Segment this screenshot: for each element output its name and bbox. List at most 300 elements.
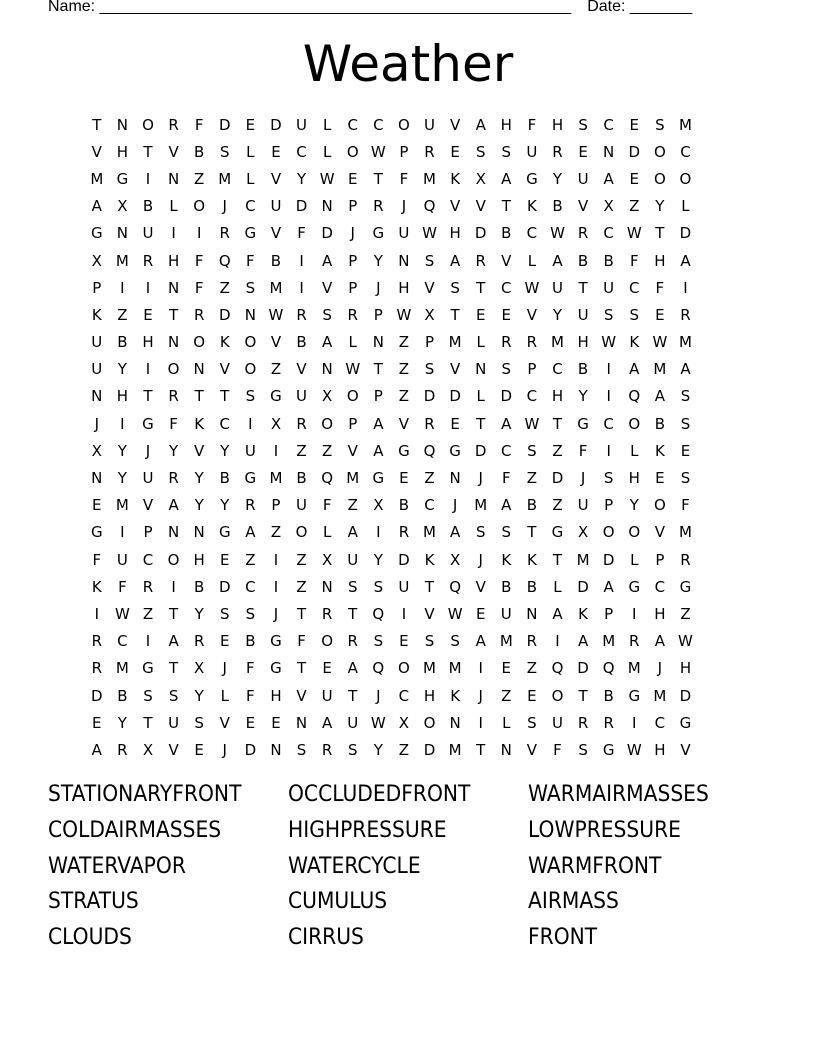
grid-letter: X	[577, 523, 589, 542]
grid-letter: T	[501, 197, 511, 216]
grid-letter: U	[296, 115, 308, 134]
grid-letter: B	[296, 333, 307, 352]
grid-letter: C	[501, 441, 512, 460]
grid-letter: N	[603, 142, 615, 161]
grid-letter: O	[653, 496, 666, 515]
grid-letter: Y	[117, 441, 127, 460]
grid-letter: V	[194, 441, 205, 460]
grid-letter: M	[423, 169, 436, 188]
grid-letter: R	[296, 305, 307, 324]
grid-letter: T	[450, 305, 460, 324]
grid-letter: E	[527, 686, 537, 705]
grid-letter: R	[245, 496, 256, 515]
grid-letter: L	[502, 713, 511, 732]
grid-letter: I	[248, 414, 253, 433]
grid-letter: G	[218, 523, 231, 542]
name-field-label: Name: _____________________________________________________	[48, 0, 572, 15]
grid-letter: F	[578, 441, 588, 460]
grid-letter: C	[398, 686, 410, 705]
grid-letter: B	[245, 632, 256, 651]
grid-letter: S	[501, 142, 512, 161]
grid-letter: M	[346, 469, 360, 488]
grid-letter: L	[322, 523, 332, 542]
grid-letter: D	[500, 387, 513, 406]
grid-letter: W	[652, 333, 668, 352]
grid-letter: T	[527, 523, 537, 542]
grid-letter: W	[626, 740, 642, 759]
grid-letter: N	[116, 224, 128, 243]
grid-letter: Z	[322, 441, 333, 460]
grid-letter: R	[475, 251, 486, 270]
grid-letter: G	[270, 659, 282, 678]
grid-letter: A	[680, 360, 691, 379]
grid-letter: T	[373, 360, 383, 379]
grid-letter: H	[193, 550, 205, 569]
grid-letter: S	[245, 387, 256, 406]
grid-letter: Z	[398, 740, 410, 759]
grid-row	[84, 111, 698, 138]
grid-letter: S	[322, 305, 332, 324]
grid-letter: P	[424, 333, 435, 352]
grid-letter: N	[167, 333, 180, 352]
grid-letter: Q	[628, 387, 641, 406]
grid-letter: G	[270, 632, 282, 651]
grid-letter: C	[526, 387, 538, 406]
grid-letter: R	[577, 224, 589, 243]
grid-letter: U	[142, 469, 154, 488]
grid-letter: K	[91, 305, 102, 324]
grid-letter: R	[373, 197, 384, 216]
grid-letter: Y	[117, 469, 127, 488]
grid-letter: M	[448, 659, 462, 678]
grid-letter: H	[654, 740, 666, 759]
grid-row	[84, 600, 698, 627]
grid-letter: F	[194, 115, 204, 134]
grid-letter: U	[321, 686, 333, 705]
grid-letter: A	[577, 632, 589, 651]
grid-letter: Z	[194, 169, 205, 188]
grid-letter: B	[552, 197, 563, 216]
grid-letter: B	[142, 197, 154, 216]
grid-letter: D	[577, 577, 589, 596]
grid-letter: M	[269, 278, 283, 297]
grid-letter: H	[116, 387, 129, 406]
grid-letter: I	[145, 360, 151, 379]
grid-letter: E	[501, 659, 512, 678]
date-field-label: Date: _______	[587, 0, 693, 15]
grid-letter: B	[577, 360, 589, 379]
grid-letter: J	[478, 550, 483, 569]
grid-letter: P	[271, 496, 281, 515]
grid-letter: A	[168, 632, 179, 651]
grid-letter: G	[628, 577, 641, 596]
grid-row	[84, 383, 698, 410]
grid-letter: V	[270, 224, 282, 243]
grid-letter: S	[373, 577, 384, 596]
grid-letter: M	[448, 333, 462, 352]
grid-letter: B	[603, 251, 614, 270]
grid-letter: N	[449, 713, 461, 732]
grid-letter: O	[653, 142, 666, 161]
grid-letter: G	[90, 224, 103, 243]
grid-letter: Q	[218, 251, 231, 270]
grid-letter: S	[143, 686, 153, 705]
grid-letter: A	[322, 251, 333, 270]
grid-letter: D	[474, 441, 487, 460]
grid-letter: S	[527, 713, 537, 732]
grid-letter: F	[322, 496, 332, 515]
grid-letter: E	[271, 142, 281, 161]
grid-letter: Y	[220, 496, 230, 515]
grid-letter: G	[551, 523, 564, 542]
grid-letter: S	[501, 523, 512, 542]
grid-letter: W	[345, 360, 361, 379]
grid-row	[84, 329, 698, 356]
word-bank-item: CIRRUS	[288, 925, 364, 951]
grid-letter: M	[576, 550, 590, 569]
grid-letter: H	[449, 224, 461, 243]
grid-letter: N	[398, 251, 410, 270]
grid-letter: M	[499, 632, 513, 651]
grid-letter: D	[423, 387, 436, 406]
grid-letter: V	[449, 197, 461, 216]
grid-letter: S	[424, 632, 435, 651]
grid-letter: X	[91, 441, 102, 460]
grid-letter: N	[475, 360, 487, 379]
grid-letter: W	[114, 604, 130, 623]
grid-letter: G	[449, 441, 461, 460]
grid-letter: K	[450, 169, 461, 188]
grid-letter: A	[91, 197, 102, 216]
grid-letter: P	[373, 305, 383, 324]
grid-letter: M	[678, 523, 692, 542]
grid-letter: E	[271, 713, 281, 732]
grid-letter: S	[194, 713, 204, 732]
grid-letter: J	[478, 469, 483, 488]
grid-letter: P	[655, 550, 665, 569]
grid-letter: S	[424, 251, 435, 270]
grid-letter: P	[604, 496, 614, 515]
grid-letter: U	[347, 550, 359, 569]
grid-letter: G	[602, 740, 615, 759]
grid-letter: D	[398, 550, 410, 569]
grid-letter: E	[194, 740, 204, 759]
grid-row	[84, 274, 698, 301]
grid-letter: C	[603, 115, 614, 134]
grid-letter: B	[577, 251, 589, 270]
grid-letter: F	[399, 169, 409, 188]
grid-letter: C	[219, 414, 230, 433]
grid-letter: S	[168, 686, 179, 705]
grid-letter: Q	[321, 469, 334, 488]
grid-letter: E	[322, 659, 332, 678]
grid-letter: S	[424, 360, 435, 379]
grid-letter: P	[527, 360, 537, 379]
grid-letter: J	[350, 224, 355, 243]
grid-letter: A	[501, 414, 512, 433]
grid-letter: D	[91, 686, 103, 705]
grid-letter: B	[117, 686, 128, 705]
grid-letter: L	[630, 550, 639, 569]
grid-letter: B	[117, 333, 128, 352]
grid-letter: T	[168, 604, 179, 623]
grid-letter: T	[578, 686, 588, 705]
grid-letter: C	[603, 224, 614, 243]
grid-letter: C	[373, 115, 384, 134]
grid-letter: F	[92, 550, 102, 569]
grid-letter: D	[449, 387, 461, 406]
grid-letter: W	[447, 604, 463, 623]
grid-letter: F	[194, 251, 204, 270]
grid-letter: S	[220, 604, 230, 623]
grid-letter: Y	[655, 197, 665, 216]
grid-letter: W	[626, 224, 642, 243]
grid-row	[84, 464, 698, 491]
grid-letter: B	[194, 142, 205, 161]
grid-letter: O	[321, 414, 334, 433]
grid-letter: N	[526, 604, 538, 623]
grid-letter: I	[478, 659, 483, 678]
grid-letter: N	[321, 360, 333, 379]
grid-letter: U	[551, 713, 563, 732]
grid-letter: H	[628, 469, 640, 488]
grid-letter: G	[398, 441, 410, 460]
grid-letter: A	[501, 496, 512, 515]
grid-letter: T	[168, 305, 179, 324]
grid-letter: V	[398, 414, 410, 433]
grid-letter: O	[628, 414, 641, 433]
grid-letter: X	[475, 169, 486, 188]
grid-letter: G	[244, 224, 257, 243]
grid-letter: U	[347, 713, 359, 732]
grid-letter: T	[296, 604, 307, 623]
grid-letter: D	[679, 224, 692, 243]
grid-letter: U	[91, 360, 103, 379]
grid-letter: D	[577, 659, 589, 678]
grid-letter: D	[218, 305, 231, 324]
grid-letter: D	[628, 142, 641, 161]
grid-letter: T	[476, 740, 486, 759]
grid-letter: I	[273, 550, 279, 569]
grid-row	[84, 301, 698, 328]
grid-letter: B	[603, 686, 614, 705]
grid-letter: Q	[372, 659, 385, 678]
grid-letter: M	[115, 659, 129, 678]
grid-letter: F	[655, 278, 665, 297]
grid-letter: I	[120, 523, 125, 542]
grid-letter: Y	[296, 169, 307, 188]
grid-letter: C	[680, 142, 691, 161]
grid-letter: Z	[398, 333, 410, 352]
grid-letter: B	[526, 577, 538, 596]
grid-row	[84, 655, 698, 682]
grid-letter: Y	[373, 550, 383, 569]
grid-letter: W	[422, 224, 437, 243]
grid-letter: J	[222, 659, 227, 678]
grid-letter: J	[94, 414, 100, 433]
grid-letter: C	[142, 550, 154, 569]
grid-letter: J	[222, 740, 227, 759]
grid-letter: C	[603, 414, 614, 433]
grid-letter: Z	[398, 360, 410, 379]
grid-letter: R	[680, 305, 691, 324]
grid-letter: R	[142, 251, 154, 270]
grid-letter: M	[423, 523, 436, 542]
grid-letter: I	[145, 278, 151, 297]
grid-row	[84, 519, 698, 546]
grid-letter: F	[169, 414, 178, 433]
grid-letter: H	[116, 142, 129, 161]
grid-letter: Y	[117, 360, 127, 379]
grid-letter: M	[423, 659, 436, 678]
grid-letter: E	[450, 142, 460, 161]
grid-letter: V	[475, 197, 486, 216]
grid-letter: S	[450, 278, 460, 297]
grid-letter: R	[603, 713, 614, 732]
grid-letter: V	[322, 278, 333, 297]
grid-letter: L	[322, 142, 332, 161]
grid-letter: T	[220, 387, 230, 406]
word-bank-item: AIRMASS	[528, 889, 619, 915]
grid-letter: O	[628, 523, 641, 542]
grid-letter: H	[398, 278, 410, 297]
grid-letter: F	[553, 740, 562, 759]
grid-letter: S	[296, 740, 307, 759]
grid-letter: G	[372, 224, 385, 243]
grid-letter: S	[629, 305, 640, 324]
grid-letter: C	[296, 142, 307, 161]
grid-letter: X	[424, 305, 435, 324]
grid-letter: X	[603, 197, 614, 216]
grid-row	[84, 193, 698, 220]
grid-letter: E	[629, 169, 639, 188]
grid-letter: T	[194, 387, 204, 406]
grid-letter: R	[219, 224, 230, 243]
grid-letter: I	[145, 169, 151, 188]
word-bank-item: WARMAIRMASSES	[528, 782, 709, 807]
grid-letter: N	[449, 469, 461, 488]
grid-row	[84, 492, 698, 519]
grid-letter: F	[681, 496, 690, 515]
grid-letter: K	[501, 550, 512, 569]
grid-letter: L	[681, 197, 690, 216]
grid-letter: V	[526, 740, 538, 759]
word-bank-item: WATERCYCLE	[288, 853, 421, 879]
grid-letter: V	[577, 197, 589, 216]
grid-letter: R	[629, 632, 640, 651]
grid-letter: S	[680, 414, 691, 433]
grid-letter: S	[578, 115, 588, 134]
grid-letter: R	[577, 713, 589, 732]
grid-letter: O	[167, 360, 180, 379]
grid-letter: Z	[424, 469, 435, 488]
grid-letter: A	[475, 115, 486, 134]
grid-row	[84, 546, 698, 573]
grid-letter: D	[270, 115, 282, 134]
grid-letter: R	[424, 414, 435, 433]
grid-letter: R	[680, 550, 691, 569]
grid-letter: V	[654, 523, 665, 542]
grid-letter: L	[322, 115, 332, 134]
grid-letter: U	[398, 224, 410, 243]
grid-letter: V	[168, 142, 179, 161]
grid-letter: W	[550, 224, 565, 243]
grid-letter: E	[475, 604, 486, 623]
grid-letter: D	[679, 686, 692, 705]
grid-letter: L	[169, 197, 178, 216]
grid-letter: R	[526, 333, 538, 352]
grid-letter: A	[168, 496, 179, 515]
grid-letter: T	[168, 659, 179, 678]
grid-letter: D	[602, 550, 615, 569]
grid-letter: U	[603, 278, 615, 297]
grid-letter: Z	[398, 387, 410, 406]
grid-letter: L	[246, 142, 255, 161]
grid-letter: C	[552, 360, 563, 379]
grid-letter: O	[423, 713, 436, 732]
grid-letter: C	[245, 197, 256, 216]
grid-letter: R	[91, 632, 103, 651]
grid-letter: E	[92, 713, 102, 732]
grid-letter: Z	[270, 523, 282, 542]
grid-letter: V	[501, 251, 512, 270]
grid-letter: U	[577, 496, 589, 515]
grid-letter: I	[171, 224, 176, 243]
grid-letter: D	[321, 224, 333, 243]
grid-letter: S	[680, 469, 691, 488]
grid-letter: B	[398, 496, 410, 515]
grid-letter: M	[653, 686, 667, 705]
grid-letter: G	[628, 686, 641, 705]
grid-letter: B	[501, 224, 512, 243]
grid-letter: X	[91, 251, 102, 270]
grid-letter: A	[449, 523, 461, 542]
grid-letter: S	[475, 142, 486, 161]
grid-letter: O	[244, 360, 257, 379]
grid-letter: A	[603, 577, 614, 596]
grid-letter: Z	[629, 197, 640, 216]
grid-letter: A	[449, 251, 461, 270]
grid-letter: O	[602, 523, 615, 542]
grid-letter: U	[270, 197, 282, 216]
grid-letter: I	[196, 224, 202, 243]
grid-letter: A	[654, 632, 665, 651]
grid-letter: B	[501, 577, 512, 596]
word-bank-item: OCCLUDEDFRONT	[288, 782, 471, 807]
grid-letter: S	[655, 115, 665, 134]
grid-letter: C	[629, 278, 640, 297]
grid-letter: Y	[629, 496, 639, 515]
grid-letter: U	[500, 604, 512, 623]
grid-letter: U	[296, 387, 308, 406]
grid-letter: F	[297, 632, 306, 651]
grid-letter: G	[90, 523, 103, 542]
grid-letter: R	[193, 632, 205, 651]
grid-letter: K	[578, 604, 588, 623]
grid-letter: N	[91, 469, 103, 488]
grid-letter: R	[526, 632, 538, 651]
grid-letter: P	[92, 278, 102, 297]
grid-letter: K	[424, 550, 435, 569]
grid-letter: E	[629, 115, 639, 134]
grid-row	[84, 356, 698, 383]
grid-letter: A	[501, 169, 512, 188]
grid-letter: R	[321, 604, 333, 623]
grid-letter: W	[396, 305, 412, 324]
word-bank-item: COLDAIRMASSES	[48, 817, 222, 843]
word-bank	[48, 777, 768, 956]
grid-letter: O	[142, 115, 154, 134]
